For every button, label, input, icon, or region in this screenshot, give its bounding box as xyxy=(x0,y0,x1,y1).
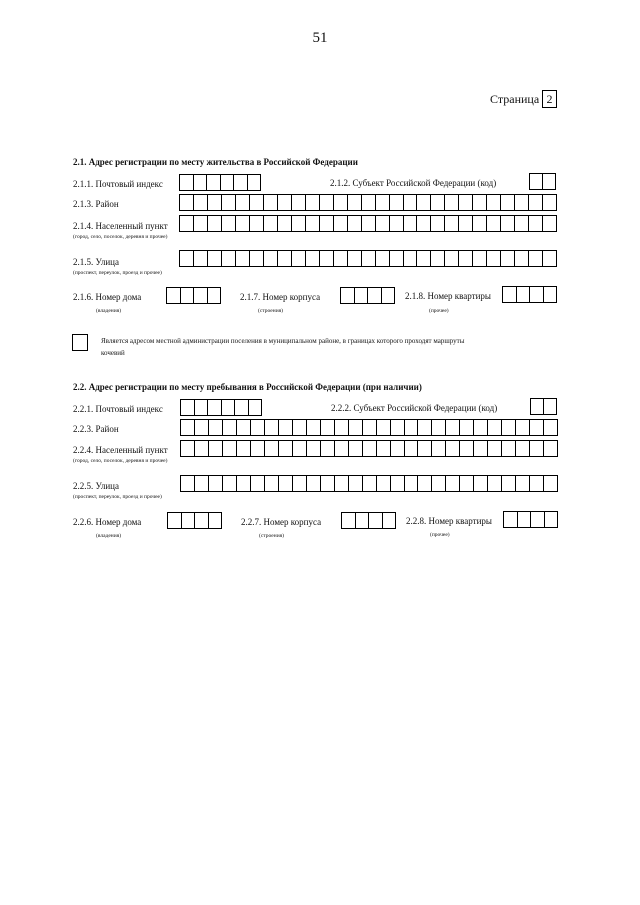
settlement-note-2-2: (город, село, поселок, деревня и прочее) xyxy=(73,458,168,464)
street-label-2-2: 2.2.5. Улица xyxy=(73,481,119,491)
building-number-field-2-2[interactable] xyxy=(341,512,396,529)
postal-code-field-2-1[interactable] xyxy=(179,174,261,191)
apartment-label-2-1: 2.1.8. Номер квартиры xyxy=(405,291,491,301)
settlement-label-2-2: 2.2.4. Населенный пункт xyxy=(73,445,168,455)
street-label-2-1: 2.1.5. Улица xyxy=(73,257,119,267)
district-field-2-1[interactable] xyxy=(179,194,557,211)
subject-label-2-1: 2.1.2. Субъект Российской Федерации (код) xyxy=(330,178,497,188)
postal-label-2-1: 2.1.1. Почтовый индекс xyxy=(73,179,163,189)
street-field-2-2[interactable] xyxy=(180,475,558,492)
building-note-2-2: (строения) xyxy=(259,533,284,539)
checkbox-text-line1: Является адресом местной администрации поселения в муниципальном районе, в границах которого проходят маршруты xyxy=(101,337,465,345)
building-label-2-1: 2.1.7. Номер корпуса xyxy=(240,292,321,302)
page-label: Страница xyxy=(490,92,540,106)
subject-code-field-2-2[interactable] xyxy=(530,398,557,415)
apartment-note-2-1: (прочее) xyxy=(429,308,449,314)
nomad-route-checkbox[interactable] xyxy=(72,334,88,351)
checkbox-text-line2: кочевий xyxy=(101,349,125,357)
house-number-field-2-1[interactable] xyxy=(166,287,221,304)
section-title-2-1: 2.1. Адрес регистрации по месту жительства в Российской Федерации xyxy=(73,157,358,167)
postal-code-field-2-2[interactable] xyxy=(180,399,262,416)
house-label-2-1: 2.1.6. Номер дома xyxy=(73,292,142,302)
street-field-2-1[interactable] xyxy=(179,250,557,267)
building-number-field-2-1[interactable] xyxy=(340,287,395,304)
street-note-2-2: (проспект, переулок, проезд и прочее) xyxy=(73,494,162,500)
house-note-2-2: (владения) xyxy=(96,533,122,539)
house-note-2-1: (владения) xyxy=(96,308,122,314)
apartment-note-2-2: (прочее) xyxy=(430,532,450,538)
subject-label-2-2: 2.2.2. Субъект Российской Федерации (код) xyxy=(331,403,498,413)
apartment-label-2-2: 2.2.8. Номер квартиры xyxy=(406,516,492,526)
settlement-note-2-1: (город, село, поселок, деревня и прочее) xyxy=(73,234,168,240)
house-number-field-2-2[interactable] xyxy=(167,512,222,529)
district-label-2-1: 2.1.3. Район xyxy=(73,199,119,209)
district-label-2-2: 2.2.3. Район xyxy=(73,424,119,434)
settlement-field-2-1[interactable] xyxy=(179,215,557,232)
section-title-2-2: 2.2. Адрес регистрации по месту пребывания в Российской Федерации (при наличии) xyxy=(73,382,422,392)
apartment-number-field-2-2[interactable] xyxy=(503,511,558,528)
settlement-field-2-2[interactable] xyxy=(180,440,558,457)
building-note-2-1: (строения) xyxy=(258,308,283,314)
building-label-2-2: 2.2.7. Номер корпуса xyxy=(241,517,322,527)
subject-code-field-2-1[interactable] xyxy=(529,173,556,190)
postal-label-2-2: 2.2.1. Почтовый индекс xyxy=(73,404,163,414)
house-label-2-2: 2.2.6. Номер дома xyxy=(73,517,142,527)
page-number-box: 2 xyxy=(542,90,557,108)
street-note-2-1: (проспект, переулок, проезд и прочее) xyxy=(73,270,162,276)
apartment-number-field-2-1[interactable] xyxy=(502,286,557,303)
settlement-label-2-1: 2.1.4. Населенный пункт xyxy=(73,221,168,231)
district-field-2-2[interactable] xyxy=(180,419,558,436)
page-number: 51 xyxy=(312,30,328,46)
